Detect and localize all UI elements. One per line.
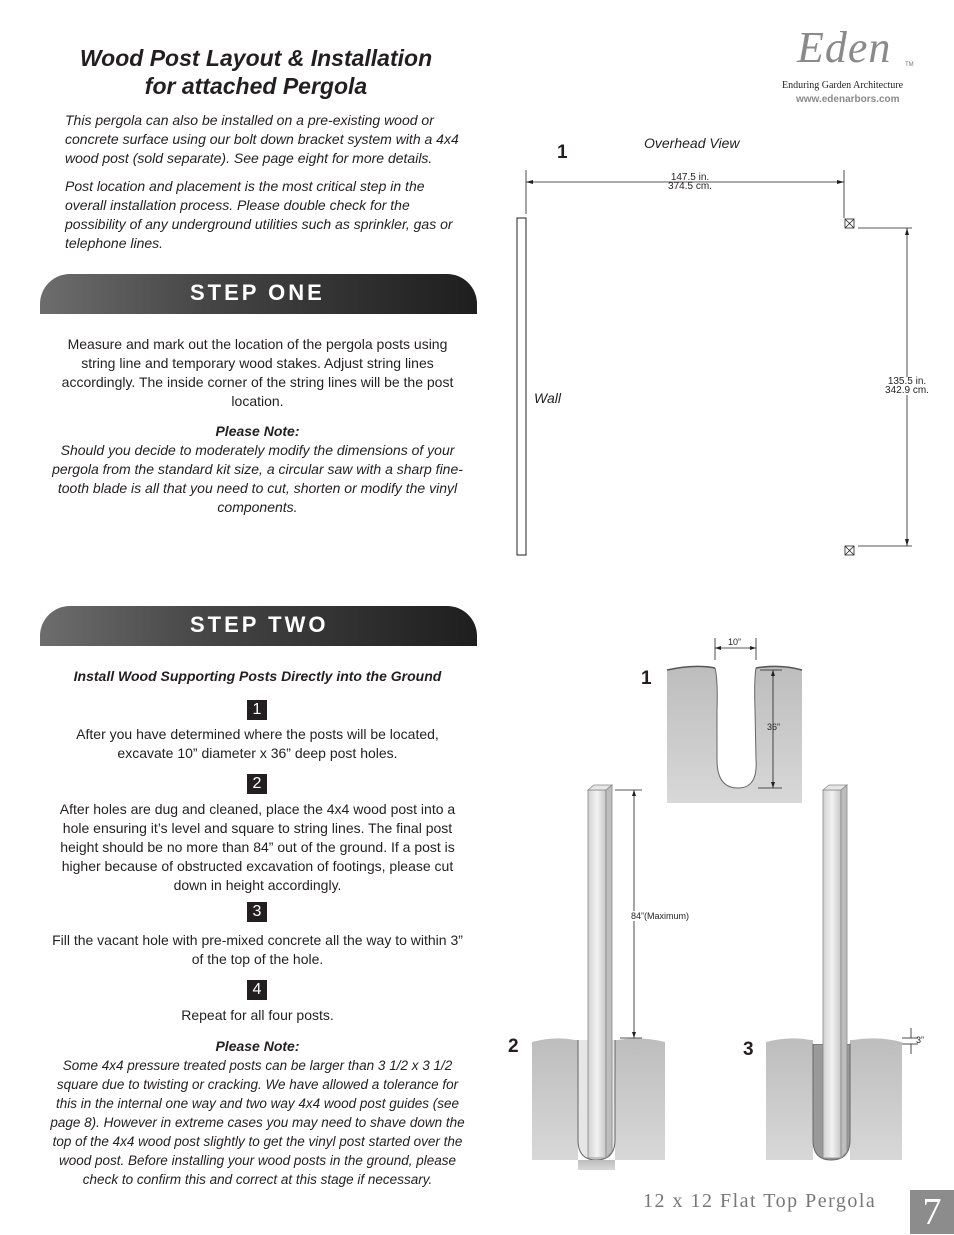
step-number-1: 1: [247, 700, 267, 720]
step-two-heading: STEP TWO: [190, 612, 329, 637]
page-title: [40, 44, 472, 100]
width-arrow-left: [526, 180, 533, 184]
step-one-body: Measure and mark out the location of the pergola posts using string line and temporary wood stakes. Adjust string lines accordingly. The inside corner of the string lines will be the post location.: [61, 336, 454, 409]
step-number-2: 2: [247, 774, 267, 794]
step-text-2: After holes are dug and cleaned, place the 4x4 wood post into a hole ensuring it’s level and square to string lines. The final post height should be no more than 84” out of the ground. If a post is higher because of obstructed excavation of footings, please cut down in height accordingly.: [59, 801, 456, 893]
page-number: 7: [910, 1190, 954, 1234]
step-text-4: Repeat for all four posts.: [181, 1007, 334, 1023]
fig1-width-label: 10”: [728, 637, 742, 647]
depth-arrow-bottom: [905, 539, 909, 546]
depth-in: 135.5 in.: [887, 376, 927, 387]
width-in: 147.5 in.: [670, 172, 710, 183]
fig3-gap-label: 3”: [916, 1035, 925, 1045]
width-dimension-label: [660, 173, 720, 191]
step-one-note-body: Should you decide to moderately modify the dimensions of your pergola from the standard kit size, a circular saw with a sharp fine-tooth blade is all that you need to cut, shorten or modify the vinyl components.: [52, 442, 463, 515]
intro-paragraph-2: Post location and placement is the most critical step in the overall installation process. Please double check for the possibility of any underground utilities such as sprinkler, gas or telephone lines.: [65, 178, 453, 251]
brand-url: www.edenarbors.com: [796, 94, 900, 105]
intro-paragraph-1: This pergola can also be installed on a pre-existing wood or concrete surface using our bolt down bracket system with a 4x4 wood post (sold separate). See page eight for more details.: [65, 112, 459, 166]
step-number-4: 4: [247, 980, 267, 1000]
fig2-number: 2: [508, 1036, 519, 1057]
step-one-note-heading: Please Note:: [215, 423, 300, 439]
step-one-heading: STEP ONE: [190, 280, 325, 305]
step-two-banner: [40, 606, 477, 646]
overhead-view-diagram: [500, 130, 940, 570]
fig2-height-label: 84”(Maximum): [631, 911, 690, 921]
depth-cm: 342.9 cm.: [885, 385, 929, 396]
wall-label: Wall: [534, 390, 561, 406]
width-arrow-right: [837, 180, 844, 184]
step-two-subheading: Install Wood Supporting Posts Directly into the Ground: [73, 668, 442, 684]
footer-product-title: 12 x 12 Flat Top Pergola: [643, 1190, 877, 1212]
fig3-number: 3: [743, 1039, 754, 1060]
title-line-2: for attached Pergola: [144, 73, 368, 99]
step-two-note-body: Some 4x4 pressure treated posts can be larger than 3 1/2 x 3 1/2 square due to twisting or cracking. We have allowed a tolerance for this in the internal one way and two way 4x4 wood post guides (see page 8). However in extreme cases you may need to shave down the top of the 4x4 wood post slightly to get the vinyl post started over the wood post. Before installing your wood posts in the ground, please check to confirm this and correct at this stage if necessary.: [50, 1058, 465, 1187]
fig3-post-concrete: [766, 785, 918, 1160]
width-cm: 374.5 cm.: [668, 181, 712, 192]
step-text-1: After you have determined where the posts will be located, excavate 10” diameter x 36” deep post holes.: [76, 726, 439, 761]
step-one-banner: [40, 274, 477, 314]
eden-logo: Eden: [797, 23, 892, 72]
title-line-1: Wood Post Layout & Installation: [79, 45, 433, 71]
brand-tagline: Enduring Garden Architecture: [782, 80, 904, 91]
step-number-3: 3: [247, 902, 267, 922]
fig2-post-in-ground: [532, 785, 665, 1170]
trademark: TM: [905, 62, 914, 68]
step-text-3: Fill the vacant hole with pre-mixed concrete all the way to within 3” of the top of the hole.: [52, 932, 463, 967]
step-two-note-heading: Please Note:: [215, 1038, 300, 1054]
overhead-number: 1: [557, 142, 568, 163]
overhead-view-label: Overhead View: [644, 135, 740, 151]
wall-shape: [517, 218, 526, 555]
fig1-depth-label: 36”: [767, 722, 781, 732]
post-installation-diagrams: [520, 630, 940, 1170]
depth-dimension-label: [876, 377, 938, 395]
depth-arrow-top: [905, 228, 909, 235]
fig1-post-hole: [667, 638, 802, 803]
fig1-number: 1: [641, 668, 652, 689]
